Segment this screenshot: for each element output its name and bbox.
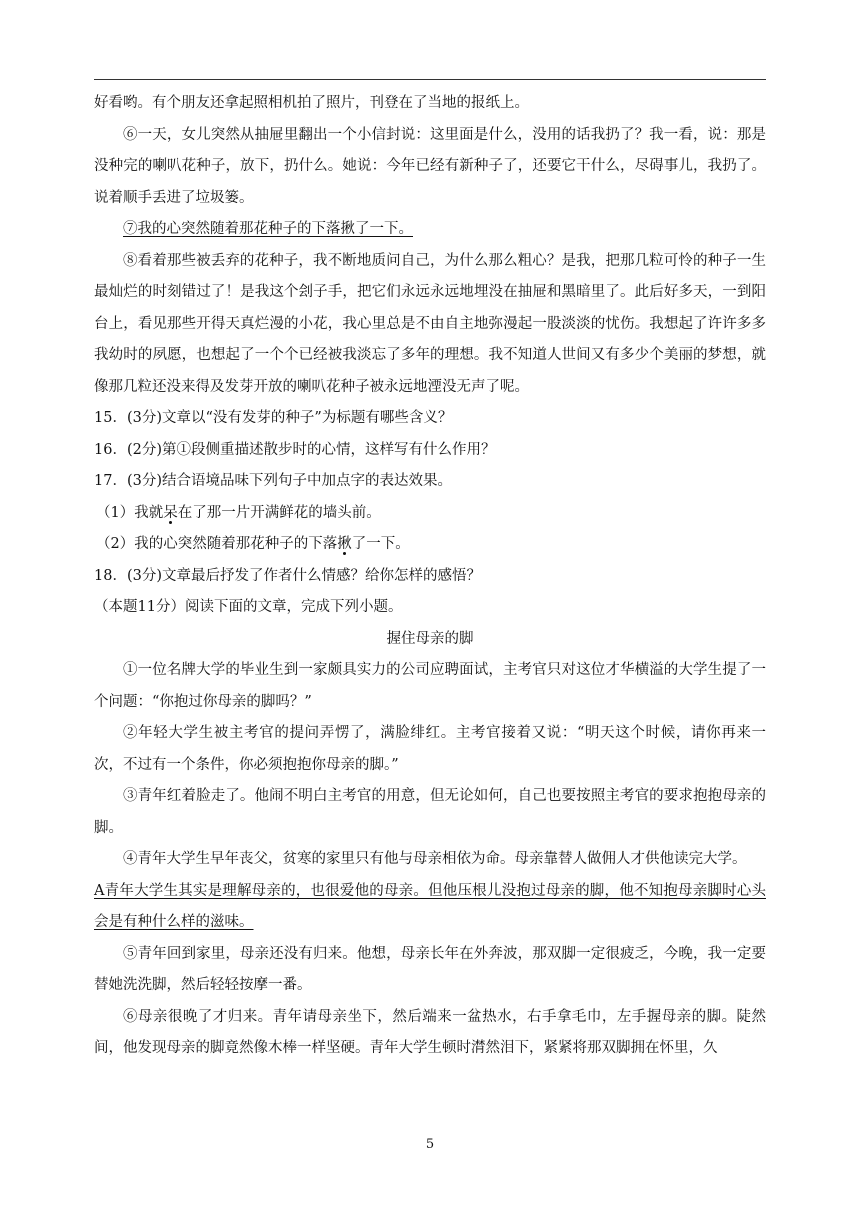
q17-1-text-post: 在了那一片开满鲜花的墙头前。	[177, 504, 381, 521]
q17-2-text-post: 了一下。	[351, 536, 410, 552]
question-17-item-2	[94, 529, 766, 561]
paragraph-8: ⑧看着那些被丢弃的花种子，我不断地质问自己，为什么那么粗心？是我，把那几粒可怜的种子一生最灿烂的时刻错过了！是我这个刽子手，把它们永远永远地埋没在抽屉和黑暗里了。此后好多天，一到阳台上，看见那些开得天真烂漫的小花，我心里总是不由自主地弥漫起一股淡淡的忧伤。我想起了许许多多我幼时的夙愿，也想起了一个个已经被我淡忘了多年的理想。我不知道人世间又有多少个美丽的梦想，就像那几粒还没来得及发芽开放的喇叭花种子被永远地湮没无声了呢。	[94, 252, 766, 395]
article-paragraph-5: ⑤青年回到家里，母亲还没有归来。他想，母亲长年在外奔波，那双脚一定很疲乏，今晚，我一定要替她洗洗脚，然后轻轻按摩一番。	[94, 945, 766, 993]
article-paragraph-2: ②年轻大学生被主考官的提问弄愣了，满脸绯红。主考官接着又说：“明天这个时候，请你再来一次，不过有一个条件，你必须抱抱你母亲的脚。”	[94, 725, 766, 773]
underlined-sentence-a: A青年大学生其实是理解母亲的，也很爱他的母亲。但他压根儿没抱过母亲的脚，他不知抱母亲脚时心头会是有种什么样的滋味。	[94, 882, 766, 930]
page-number: 5	[425, 1137, 435, 1152]
dotted-character: 揪	[337, 536, 352, 552]
q17-2-text-pre: （2）我的心突然随着那花种子的下落	[96, 536, 338, 552]
section-intro: （本题11分）阅读下面的文章，完成下列小题。	[94, 599, 403, 615]
paragraph-6: ⑥一天，女儿突然从抽屉里翻出一个小信封说：这里面是什么，没用的话我扔了？我一看，说：那是没种完的喇叭花种子，放下，扔什么。她说：今年已经有新种子了，还要它干什么，尽碍事儿，我扔了。说着顺手丢进了垃圾篓。	[94, 126, 766, 206]
paragraph-continued: 好看哟。有个朋友还拿起照相机拍了照片，刊登在了当地的报纸上。	[94, 95, 529, 111]
article-paragraph-1: ①一位名牌大学的毕业生到一家颇具实力的公司应聘面试，主考官只对这位才华横溢的大学生提了一个问题：“你抱过你母亲的脚吗？”	[94, 662, 766, 710]
underlined-sentence: ⑦我的心突然随着那花种子的下落揪了一下。	[123, 221, 413, 237]
article-paragraph-6: ⑥母亲很晚了才归来。青年请母亲坐下，然后端来一盆热水，右手拿毛巾，左手握母亲的脚。陡然间，他发现母亲的脚竟然像木棒一样坚硬。青年大学生顿时潸然泪下，紧紧将那双脚拥在怀里，久	[94, 1008, 766, 1056]
question-15: 15．(3分)文章以“没有发芽的种子”为标题有哪些含义？	[94, 410, 453, 426]
question-18: 18．(3分)文章最后抒发了作者什么情感？给你怎样的感悟？	[94, 567, 481, 584]
paragraph-7	[94, 214, 766, 246]
dotted-character: 呆	[163, 504, 178, 521]
article-paragraph-4: ④青年大学生早年丧父，贫寒的家里只有他与母亲相依为命。母亲靠替人做佣人才供他读完大学。	[123, 851, 747, 867]
article-paragraph-3: ③青年红着脸走了。他闹不明白主考官的用意，但无论如何，自己也要按照主考官的要求抱抱母亲的脚。	[94, 788, 766, 836]
question-17-item-1	[94, 498, 766, 530]
article-paragraph-4-underlined	[94, 876, 766, 939]
question-16: 16．(2分)第①段侧重描述散步时的心情，这样写有什么作用？	[94, 441, 496, 458]
page-content	[94, 88, 766, 1065]
question-17: 17．(3分)结合语境品味下列句子中加点字的表达效果。	[94, 473, 452, 489]
header-rule	[94, 79, 766, 80]
q17-1-text-pre: （1）我就	[96, 504, 164, 521]
article-title: 握住母亲的脚	[386, 630, 474, 647]
